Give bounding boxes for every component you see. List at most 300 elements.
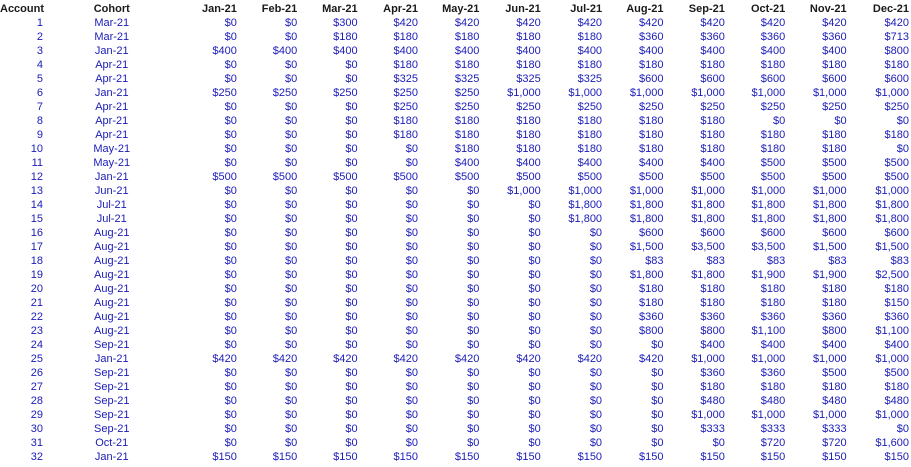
value-cell[interactable]: $0 bbox=[651, 339, 664, 351]
cohort-cell[interactable]: Mar-21 bbox=[94, 17, 130, 29]
value-cell[interactable]: $0 bbox=[405, 311, 418, 323]
value-cell[interactable]: $150 bbox=[577, 451, 603, 463]
value-cell[interactable]: $250 bbox=[638, 101, 664, 113]
account-cell[interactable]: 24 bbox=[30, 339, 43, 351]
value-cell[interactable]: $1,800 bbox=[875, 213, 909, 225]
cohort-cell[interactable]: Apr-21 bbox=[95, 115, 129, 127]
value-cell[interactable]: $180 bbox=[577, 143, 603, 155]
value-cell[interactable]: $0 bbox=[589, 409, 603, 421]
value-cell[interactable]: $1,800 bbox=[568, 213, 603, 225]
value-cell[interactable]: $0 bbox=[528, 395, 541, 407]
value-cell[interactable]: $0 bbox=[345, 73, 358, 85]
value-cell[interactable]: $0 bbox=[467, 437, 480, 449]
value-cell[interactable]: $400 bbox=[638, 157, 664, 169]
value-cell[interactable]: $180 bbox=[516, 143, 541, 155]
value-cell[interactable]: $400 bbox=[638, 45, 664, 57]
account-cell[interactable]: 25 bbox=[30, 353, 43, 365]
value-cell[interactable]: $0 bbox=[834, 115, 847, 127]
value-cell[interactable]: $0 bbox=[467, 395, 480, 407]
value-cell[interactable]: $0 bbox=[224, 213, 237, 225]
account-cell[interactable]: 30 bbox=[30, 423, 43, 435]
value-cell[interactable]: $420 bbox=[454, 17, 480, 29]
value-cell[interactable]: $180 bbox=[822, 297, 847, 309]
value-cell[interactable]: $0 bbox=[405, 199, 418, 211]
account-cell[interactable]: 29 bbox=[30, 409, 43, 421]
value-cell[interactable]: $500 bbox=[822, 157, 847, 169]
value-cell[interactable]: $1,800 bbox=[812, 213, 847, 225]
value-cell[interactable]: $0 bbox=[284, 101, 298, 113]
value-cell[interactable]: $1,000 bbox=[691, 87, 725, 99]
value-cell[interactable]: $333 bbox=[822, 423, 847, 435]
value-cell[interactable]: $360 bbox=[638, 311, 664, 323]
account-cell[interactable]: 22 bbox=[30, 311, 43, 323]
value-cell[interactable]: $0 bbox=[405, 255, 418, 267]
value-cell[interactable]: $0 bbox=[528, 269, 541, 281]
value-cell[interactable]: $1,500 bbox=[629, 241, 664, 253]
account-cell[interactable]: 16 bbox=[30, 227, 43, 239]
value-cell[interactable]: $0 bbox=[772, 115, 786, 127]
value-cell[interactable]: $420 bbox=[700, 17, 725, 29]
value-cell[interactable]: $0 bbox=[467, 199, 480, 211]
value-cell[interactable]: $0 bbox=[224, 325, 237, 337]
value-cell[interactable]: $600 bbox=[884, 227, 909, 239]
value-cell[interactable]: $0 bbox=[528, 199, 541, 211]
value-cell[interactable]: $180 bbox=[884, 283, 909, 295]
value-cell[interactable]: $0 bbox=[528, 297, 541, 309]
value-cell[interactable]: $1,800 bbox=[629, 269, 664, 281]
value-cell[interactable]: $250 bbox=[212, 87, 237, 99]
value-cell[interactable]: $360 bbox=[700, 367, 725, 379]
value-cell[interactable]: $0 bbox=[651, 423, 664, 435]
value-cell[interactable]: $420 bbox=[638, 17, 664, 29]
value-cell[interactable]: $0 bbox=[467, 311, 480, 323]
value-cell[interactable]: $180 bbox=[454, 129, 480, 141]
value-cell[interactable]: $0 bbox=[345, 283, 358, 295]
value-cell[interactable]: $0 bbox=[528, 283, 541, 295]
column-header[interactable]: Apr-21 bbox=[383, 3, 418, 15]
value-cell[interactable]: $180 bbox=[700, 115, 725, 127]
value-cell[interactable]: $600 bbox=[760, 73, 786, 85]
value-cell[interactable]: $0 bbox=[284, 129, 298, 141]
value-cell[interactable]: $180 bbox=[822, 381, 847, 393]
value-cell[interactable]: $600 bbox=[700, 73, 725, 85]
value-cell[interactable]: $83 bbox=[828, 255, 847, 267]
value-cell[interactable]: $0 bbox=[896, 423, 909, 435]
value-cell[interactable]: $0 bbox=[528, 227, 541, 239]
value-cell[interactable]: $83 bbox=[645, 255, 664, 267]
value-cell[interactable]: $180 bbox=[700, 129, 725, 141]
cohort-cell[interactable]: Aug-21 bbox=[94, 311, 130, 323]
value-cell[interactable]: $1,000 bbox=[691, 185, 725, 197]
value-cell[interactable]: $500 bbox=[212, 171, 237, 183]
column-header[interactable]: Cohort bbox=[93, 3, 130, 15]
cohort-cell[interactable]: Aug-21 bbox=[94, 255, 130, 267]
column-header[interactable]: May-21 bbox=[442, 3, 480, 15]
value-cell[interactable]: $0 bbox=[224, 311, 237, 323]
value-cell[interactable]: $0 bbox=[467, 283, 480, 295]
cohort-cell[interactable]: Aug-21 bbox=[94, 227, 130, 239]
value-cell[interactable]: $400 bbox=[454, 45, 480, 57]
account-cell[interactable]: 11 bbox=[31, 157, 43, 169]
value-cell[interactable]: $1,100 bbox=[875, 325, 909, 337]
value-cell[interactable]: $1,800 bbox=[629, 213, 664, 225]
value-cell[interactable]: $1,800 bbox=[875, 199, 909, 211]
value-cell[interactable]: $360 bbox=[760, 31, 786, 43]
value-cell[interactable]: $0 bbox=[896, 143, 909, 155]
value-cell[interactable]: $360 bbox=[760, 367, 786, 379]
value-cell[interactable]: $0 bbox=[345, 129, 358, 141]
value-cell[interactable]: $0 bbox=[284, 269, 298, 281]
account-cell[interactable]: 10 bbox=[30, 143, 43, 155]
value-cell[interactable]: $0 bbox=[528, 437, 541, 449]
value-cell[interactable]: $1,800 bbox=[751, 199, 786, 211]
value-cell[interactable]: $180 bbox=[638, 115, 664, 127]
value-cell[interactable]: $0 bbox=[405, 241, 418, 253]
value-cell[interactable]: $0 bbox=[224, 269, 237, 281]
value-cell[interactable]: $1,800 bbox=[812, 199, 847, 211]
value-cell[interactable]: $0 bbox=[284, 59, 298, 71]
value-cell[interactable]: $0 bbox=[405, 143, 418, 155]
value-cell[interactable]: $400 bbox=[760, 339, 786, 351]
value-cell[interactable]: $180 bbox=[393, 115, 418, 127]
value-cell[interactable]: $180 bbox=[822, 283, 847, 295]
account-cell[interactable]: 9 bbox=[36, 129, 43, 141]
value-cell[interactable]: $0 bbox=[224, 199, 237, 211]
value-cell[interactable]: $480 bbox=[700, 395, 725, 407]
account-cell[interactable]: 26 bbox=[30, 367, 43, 379]
value-cell[interactable]: $500 bbox=[884, 367, 909, 379]
column-header[interactable]: Jan-21 bbox=[201, 3, 237, 15]
value-cell[interactable]: $0 bbox=[345, 143, 358, 155]
value-cell[interactable]: $180 bbox=[638, 129, 664, 141]
column-header[interactable]: Feb-21 bbox=[261, 3, 298, 15]
value-cell[interactable]: $0 bbox=[284, 325, 298, 337]
value-cell[interactable]: $1,000 bbox=[568, 185, 603, 197]
value-cell[interactable]: $400 bbox=[577, 157, 603, 169]
value-cell[interactable]: $600 bbox=[638, 227, 664, 239]
value-cell[interactable]: $0 bbox=[467, 381, 480, 393]
value-cell[interactable]: $0 bbox=[651, 409, 664, 421]
value-cell[interactable]: $180 bbox=[760, 381, 786, 393]
value-cell[interactable]: $0 bbox=[345, 367, 358, 379]
value-cell[interactable]: $0 bbox=[284, 367, 298, 379]
value-cell[interactable]: $1,000 bbox=[629, 185, 664, 197]
value-cell[interactable]: $360 bbox=[822, 311, 847, 323]
value-cell[interactable]: $1,800 bbox=[568, 199, 603, 211]
value-cell[interactable]: $0 bbox=[284, 395, 298, 407]
value-cell[interactable]: $180 bbox=[700, 283, 725, 295]
value-cell[interactable]: $250 bbox=[760, 101, 786, 113]
account-cell[interactable]: 5 bbox=[36, 73, 43, 85]
value-cell[interactable]: $0 bbox=[896, 115, 909, 127]
value-cell[interactable]: $0 bbox=[651, 395, 664, 407]
value-cell[interactable]: $0 bbox=[405, 283, 418, 295]
value-cell[interactable]: $0 bbox=[345, 227, 358, 239]
cohort-cell[interactable]: Jan-21 bbox=[94, 353, 129, 365]
value-cell[interactable]: $180 bbox=[516, 59, 541, 71]
value-cell[interactable]: $180 bbox=[700, 381, 725, 393]
account-cell[interactable]: 27 bbox=[30, 381, 43, 393]
cohort-cell[interactable]: Sep-21 bbox=[94, 409, 130, 421]
column-header[interactable]: Jun-21 bbox=[505, 3, 541, 15]
value-cell[interactable]: $0 bbox=[224, 227, 237, 239]
value-cell[interactable]: $800 bbox=[700, 325, 725, 337]
value-cell[interactable]: $360 bbox=[700, 31, 725, 43]
value-cell[interactable]: $0 bbox=[224, 255, 237, 267]
value-cell[interactable]: $180 bbox=[822, 129, 847, 141]
value-cell[interactable]: $150 bbox=[760, 451, 786, 463]
value-cell[interactable]: $0 bbox=[589, 269, 603, 281]
value-cell[interactable]: $600 bbox=[884, 73, 909, 85]
value-cell[interactable]: $0 bbox=[284, 339, 298, 351]
value-cell[interactable]: $0 bbox=[345, 115, 358, 127]
value-cell[interactable]: $0 bbox=[345, 199, 358, 211]
value-cell[interactable]: $180 bbox=[393, 59, 418, 71]
value-cell[interactable]: $180 bbox=[638, 283, 664, 295]
account-cell[interactable]: 18 bbox=[30, 255, 43, 267]
value-cell[interactable]: $0 bbox=[528, 367, 541, 379]
cohort-cell[interactable]: Apr-21 bbox=[95, 73, 129, 85]
value-cell[interactable]: $420 bbox=[393, 353, 418, 365]
value-cell[interactable]: $250 bbox=[393, 87, 418, 99]
cohort-cell[interactable]: Jan-21 bbox=[94, 171, 129, 183]
value-cell[interactable]: $180 bbox=[884, 381, 909, 393]
value-cell[interactable]: $0 bbox=[528, 325, 541, 337]
column-header[interactable]: Dec-21 bbox=[872, 3, 909, 15]
value-cell[interactable]: $0 bbox=[345, 339, 358, 351]
value-cell[interactable]: $180 bbox=[760, 297, 786, 309]
value-cell[interactable]: $0 bbox=[224, 409, 237, 421]
value-cell[interactable]: $400 bbox=[700, 157, 725, 169]
value-cell[interactable]: $180 bbox=[760, 143, 786, 155]
value-cell[interactable]: $400 bbox=[516, 157, 541, 169]
value-cell[interactable]: $150 bbox=[516, 451, 541, 463]
value-cell[interactable]: $150 bbox=[884, 297, 909, 309]
value-cell[interactable]: $325 bbox=[516, 73, 541, 85]
value-cell[interactable]: $0 bbox=[284, 157, 298, 169]
value-cell[interactable]: $0 bbox=[284, 17, 298, 29]
value-cell[interactable]: $0 bbox=[284, 199, 298, 211]
value-cell[interactable]: $800 bbox=[884, 45, 909, 57]
value-cell[interactable]: $0 bbox=[284, 213, 298, 225]
value-cell[interactable]: $0 bbox=[224, 381, 237, 393]
value-cell[interactable]: $1,000 bbox=[875, 409, 909, 421]
cohort-cell[interactable]: Sep-21 bbox=[94, 381, 130, 393]
value-cell[interactable]: $480 bbox=[884, 395, 909, 407]
value-cell[interactable]: $1,000 bbox=[691, 409, 725, 421]
value-cell[interactable]: $0 bbox=[589, 255, 603, 267]
value-cell[interactable]: $0 bbox=[405, 437, 418, 449]
value-cell[interactable]: $180 bbox=[822, 143, 847, 155]
value-cell[interactable]: $180 bbox=[760, 283, 786, 295]
value-cell[interactable]: $0 bbox=[345, 325, 358, 337]
value-cell[interactable]: $180 bbox=[577, 129, 603, 141]
value-cell[interactable]: $0 bbox=[467, 227, 480, 239]
value-cell[interactable]: $180 bbox=[516, 129, 541, 141]
value-cell[interactable]: $1,100 bbox=[751, 325, 786, 337]
value-cell[interactable]: $400 bbox=[884, 339, 909, 351]
cohort-cell[interactable]: May-21 bbox=[93, 143, 131, 155]
value-cell[interactable]: $0 bbox=[467, 241, 480, 253]
value-cell[interactable]: $400 bbox=[333, 45, 358, 57]
value-cell[interactable]: $500 bbox=[454, 171, 480, 183]
value-cell[interactable]: $400 bbox=[516, 45, 541, 57]
value-cell[interactable]: $360 bbox=[822, 31, 847, 43]
value-cell[interactable]: $400 bbox=[822, 339, 847, 351]
value-cell[interactable]: $333 bbox=[760, 423, 786, 435]
value-cell[interactable]: $420 bbox=[333, 353, 358, 365]
value-cell[interactable]: $83 bbox=[706, 255, 725, 267]
value-cell[interactable]: $400 bbox=[760, 45, 786, 57]
value-cell[interactable]: $0 bbox=[224, 115, 237, 127]
value-cell[interactable]: $1,000 bbox=[751, 87, 786, 99]
account-cell[interactable]: 28 bbox=[30, 395, 43, 407]
column-header[interactable]: Nov-21 bbox=[809, 3, 847, 15]
cohort-cell[interactable]: Aug-21 bbox=[94, 269, 130, 281]
value-cell[interactable]: $0 bbox=[224, 143, 237, 155]
value-cell[interactable]: $250 bbox=[884, 101, 909, 113]
value-cell[interactable]: $0 bbox=[284, 73, 298, 85]
value-cell[interactable]: $180 bbox=[700, 143, 725, 155]
value-cell[interactable]: $0 bbox=[284, 423, 298, 435]
value-cell[interactable]: $800 bbox=[638, 325, 664, 337]
value-cell[interactable]: $3,500 bbox=[751, 241, 786, 253]
value-cell[interactable]: $0 bbox=[589, 241, 603, 253]
value-cell[interactable]: $500 bbox=[516, 171, 541, 183]
value-cell[interactable]: $83 bbox=[766, 255, 786, 267]
account-cell[interactable]: 32 bbox=[30, 451, 43, 463]
value-cell[interactable]: $150 bbox=[393, 451, 418, 463]
value-cell[interactable]: $0 bbox=[345, 437, 358, 449]
value-cell[interactable]: $0 bbox=[589, 381, 603, 393]
value-cell[interactable]: $325 bbox=[393, 73, 418, 85]
value-cell[interactable]: $150 bbox=[454, 451, 480, 463]
value-cell[interactable]: $0 bbox=[405, 423, 418, 435]
value-cell[interactable]: $250 bbox=[272, 87, 298, 99]
value-cell[interactable]: $500 bbox=[638, 171, 664, 183]
value-cell[interactable]: $0 bbox=[284, 255, 298, 267]
account-cell[interactable]: 2 bbox=[36, 31, 43, 43]
value-cell[interactable]: $420 bbox=[760, 17, 786, 29]
value-cell[interactable]: $1,000 bbox=[812, 87, 847, 99]
value-cell[interactable]: $0 bbox=[467, 213, 480, 225]
value-cell[interactable]: $420 bbox=[884, 17, 909, 29]
value-cell[interactable]: $0 bbox=[405, 395, 418, 407]
value-cell[interactable]: $0 bbox=[467, 339, 480, 351]
value-cell[interactable]: $180 bbox=[638, 297, 664, 309]
value-cell[interactable]: $250 bbox=[333, 87, 358, 99]
value-cell[interactable]: $500 bbox=[760, 157, 786, 169]
account-cell[interactable]: 23 bbox=[30, 325, 43, 337]
value-cell[interactable]: $0 bbox=[467, 255, 480, 267]
value-cell[interactable]: $0 bbox=[345, 311, 358, 323]
value-cell[interactable]: $250 bbox=[577, 101, 603, 113]
value-cell[interactable]: $420 bbox=[212, 353, 237, 365]
cohort-cell[interactable]: Apr-21 bbox=[95, 59, 129, 71]
value-cell[interactable]: $1,800 bbox=[691, 199, 725, 211]
value-cell[interactable]: $360 bbox=[700, 311, 725, 323]
account-cell[interactable]: 19 bbox=[30, 269, 43, 281]
value-cell[interactable]: $250 bbox=[454, 87, 480, 99]
value-cell[interactable]: $0 bbox=[345, 213, 358, 225]
value-cell[interactable]: $180 bbox=[393, 31, 418, 43]
value-cell[interactable]: $0 bbox=[224, 283, 237, 295]
value-cell[interactable]: $0 bbox=[589, 325, 603, 337]
value-cell[interactable]: $420 bbox=[454, 353, 480, 365]
value-cell[interactable]: $500 bbox=[884, 157, 909, 169]
value-cell[interactable]: $180 bbox=[577, 115, 603, 127]
account-cell[interactable]: 6 bbox=[36, 87, 43, 99]
value-cell[interactable]: $1,800 bbox=[691, 213, 725, 225]
account-cell[interactable]: 15 bbox=[30, 213, 43, 225]
value-cell[interactable]: $0 bbox=[224, 185, 237, 197]
value-cell[interactable]: $150 bbox=[884, 451, 909, 463]
value-cell[interactable]: $1,000 bbox=[568, 87, 603, 99]
value-cell[interactable]: $0 bbox=[224, 73, 237, 85]
cohort-cell[interactable]: Apr-21 bbox=[95, 101, 129, 113]
value-cell[interactable]: $800 bbox=[822, 325, 847, 337]
value-cell[interactable]: $0 bbox=[284, 185, 298, 197]
value-cell[interactable]: $180 bbox=[333, 31, 358, 43]
value-cell[interactable]: $480 bbox=[760, 395, 786, 407]
value-cell[interactable]: $1,000 bbox=[812, 185, 847, 197]
value-cell[interactable]: $0 bbox=[345, 269, 358, 281]
column-header[interactable]: Mar-21 bbox=[322, 3, 358, 15]
value-cell[interactable]: $150 bbox=[212, 451, 237, 463]
value-cell[interactable]: $0 bbox=[467, 367, 480, 379]
cohort-cell[interactable]: Sep-21 bbox=[94, 423, 130, 435]
value-cell[interactable]: $0 bbox=[345, 101, 358, 113]
value-cell[interactable]: $325 bbox=[454, 73, 480, 85]
value-cell[interactable]: $420 bbox=[516, 17, 541, 29]
value-cell[interactable]: $0 bbox=[284, 115, 298, 127]
value-cell[interactable]: $1,900 bbox=[812, 269, 847, 281]
value-cell[interactable]: $0 bbox=[224, 59, 237, 71]
value-cell[interactable]: $180 bbox=[516, 31, 541, 43]
value-cell[interactable]: $0 bbox=[467, 185, 480, 197]
value-cell[interactable]: $0 bbox=[224, 129, 237, 141]
value-cell[interactable]: $180 bbox=[760, 129, 786, 141]
value-cell[interactable]: $0 bbox=[528, 311, 541, 323]
cohort-cell[interactable]: Aug-21 bbox=[94, 297, 130, 309]
account-cell[interactable]: 4 bbox=[36, 59, 43, 71]
value-cell[interactable]: $420 bbox=[272, 353, 298, 365]
value-cell[interactable]: $1,000 bbox=[507, 87, 541, 99]
value-cell[interactable]: $713 bbox=[884, 31, 909, 43]
value-cell[interactable]: $0 bbox=[284, 437, 298, 449]
value-cell[interactable]: $0 bbox=[405, 409, 418, 421]
value-cell[interactable]: $1,900 bbox=[751, 269, 786, 281]
value-cell[interactable]: $0 bbox=[528, 213, 541, 225]
value-cell[interactable]: $180 bbox=[700, 59, 725, 71]
value-cell[interactable]: $0 bbox=[284, 31, 298, 43]
cohort-cell[interactable]: May-21 bbox=[93, 157, 131, 169]
value-cell[interactable]: $0 bbox=[589, 437, 603, 449]
value-cell[interactable]: $720 bbox=[760, 437, 786, 449]
value-cell[interactable]: $180 bbox=[454, 31, 480, 43]
column-header[interactable]: Oct-21 bbox=[750, 3, 786, 15]
value-cell[interactable]: $500 bbox=[760, 171, 786, 183]
value-cell[interactable]: $400 bbox=[700, 339, 725, 351]
account-cell[interactable]: 21 bbox=[30, 297, 43, 309]
cohort-cell[interactable]: Sep-21 bbox=[94, 339, 130, 351]
value-cell[interactable]: $1,000 bbox=[691, 353, 725, 365]
value-cell[interactable]: $0 bbox=[345, 59, 358, 71]
value-cell[interactable]: $180 bbox=[577, 31, 603, 43]
cohort-cell[interactable]: Jan-21 bbox=[94, 87, 129, 99]
value-cell[interactable]: $0 bbox=[405, 325, 418, 337]
value-cell[interactable]: $333 bbox=[700, 423, 725, 435]
